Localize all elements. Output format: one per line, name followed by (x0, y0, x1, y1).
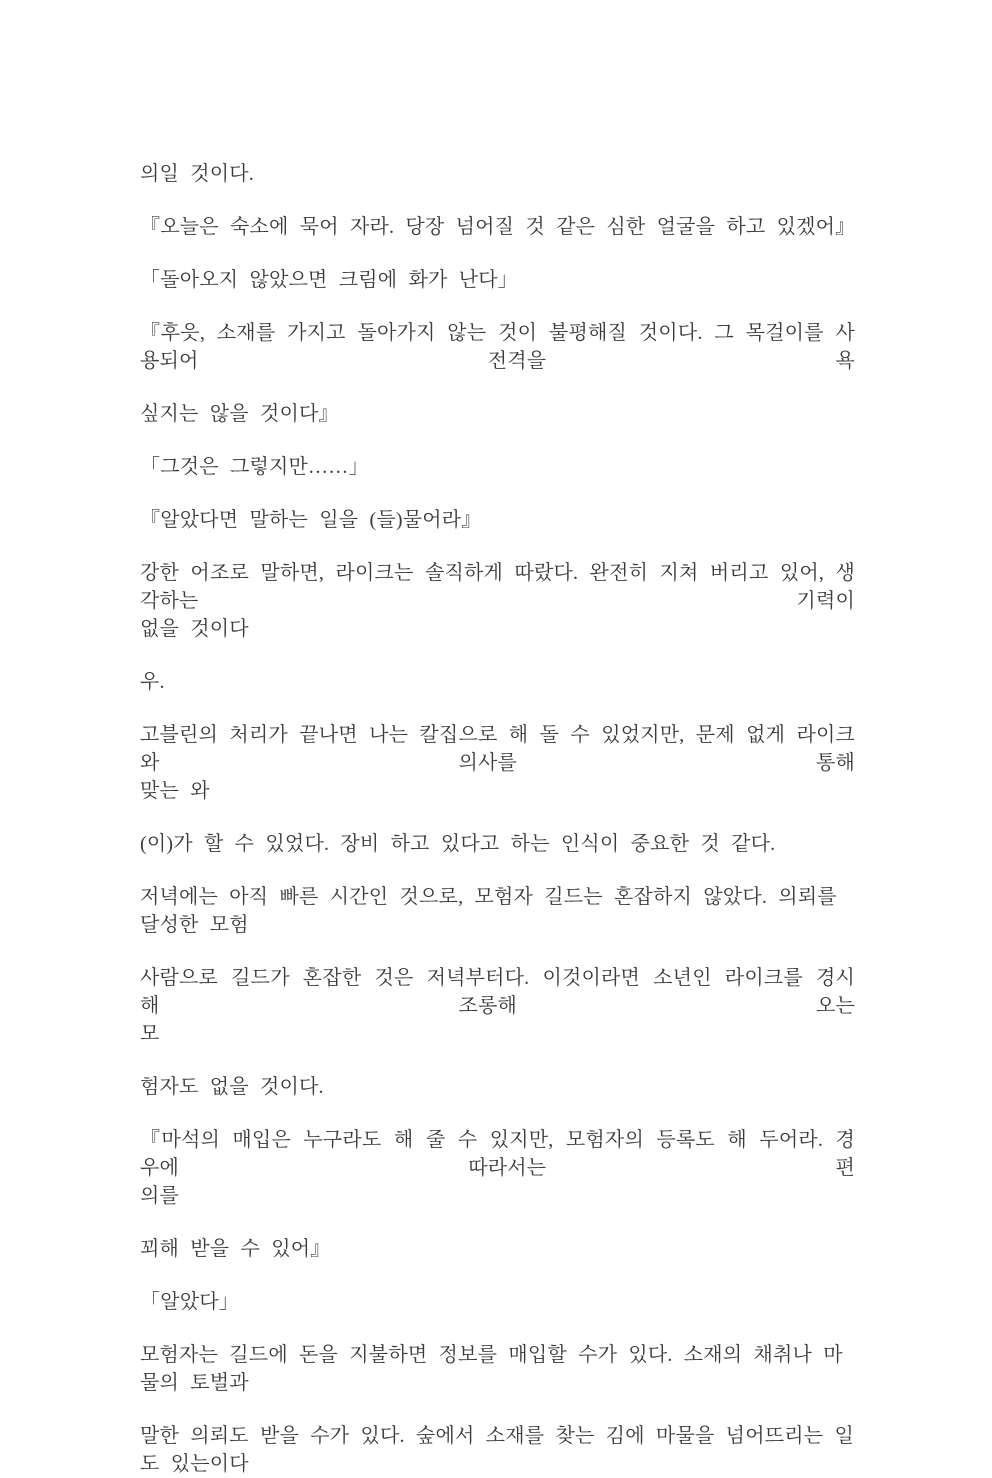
text-line: 「그것은 그렇지만……」 (140, 456, 369, 478)
text-line: 『오늘은 숙소에 묵어 자라. 당장 넘어질 것 같은 심한 얼굴을 하고 있겠어』 (140, 216, 856, 238)
paragraph (140, 1422, 855, 1478)
text-line: 험자도 없을 것이다. (140, 1076, 324, 1098)
paragraph (140, 453, 855, 481)
paragraph (140, 400, 855, 428)
text-line: 저녁에는 아직 빠른 시간인 것으로, 모험자 길드는 혼잡하지 않았다. 의뢰를 달성한 모험 (140, 886, 837, 936)
paragraph (140, 883, 855, 939)
paragraph (140, 1235, 855, 1263)
text-line: 말한 의뢰도 받을 수가 있다. 숲에서 소재를 찾는 김에 마물을 넘어뜨리는 일도 있는이다 (140, 1425, 854, 1475)
text-line: (이)가 할 수 있었다. 장비 하고 있다고 하는 인식이 중요한 것 같다. (140, 833, 776, 855)
paragraph (140, 160, 855, 188)
paragraph (140, 1288, 855, 1316)
text-line: 의일 것이다. (140, 163, 254, 185)
text-line: 의를 (140, 1185, 180, 1207)
text-line: 꾀해 받을 수 있어』 (140, 1238, 331, 1260)
text-line: 『알았다면 말하는 일을 (들)물어라』 (140, 509, 482, 531)
text-line: 우. (140, 671, 165, 693)
paragraph (140, 668, 855, 696)
paragraph (140, 1073, 855, 1101)
text-line: 모 (140, 1023, 160, 1045)
paragraph (140, 1126, 855, 1210)
paragraph (140, 559, 855, 643)
text-line: 없을 것이다 (140, 618, 249, 640)
paragraph (140, 1341, 855, 1397)
text-line: 맞는 와 (140, 780, 210, 802)
paragraph (140, 213, 855, 241)
paragraph (140, 830, 855, 858)
paragraph (140, 721, 855, 805)
text-line: 『후읏, 소재를 가지고 돌아가지 않는 것이 불평해질 것이다. 그 목걸이를 사용되어 전격을 욕 (140, 322, 855, 372)
paragraph (140, 964, 855, 1048)
text-line: 사람으로 길드가 혼잡한 것은 저녁부터다. 이것이라면 소년인 라이크를 경시해 조롱해 오는 (140, 967, 855, 1017)
paragraph (140, 506, 855, 534)
text-line: 고블린의 처리가 끝나면 나는 칼집으로 해 돌 수 있었지만, 문제 없게 라이크와 의사를 통해 (140, 724, 855, 774)
text-line: 모험자는 길드에 돈을 지불하면 정보를 매입할 수가 있다. 소재의 채취나 마물의 토벌과 (140, 1344, 843, 1394)
text-line: 싶지는 않을 것이다』 (140, 403, 339, 425)
text-line: 「돌아오지 않았으면 크림에 화가 난다」 (140, 269, 518, 291)
text-line: 「알았다」 (140, 1291, 239, 1313)
novel-text-body (140, 160, 855, 1478)
paragraph (140, 319, 855, 375)
text-line: 강한 어조로 말하면, 라이크는 솔직하게 따랐다. 완전히 지쳐 버리고 있어, 생각하는 기력이 (140, 562, 855, 612)
text-line: 『마석의 매입은 누구라도 해 줄 수 있지만, 모험자의 등록도 해 두어라. 경우에 따라서는 편 (140, 1129, 855, 1179)
paragraph (140, 266, 855, 294)
